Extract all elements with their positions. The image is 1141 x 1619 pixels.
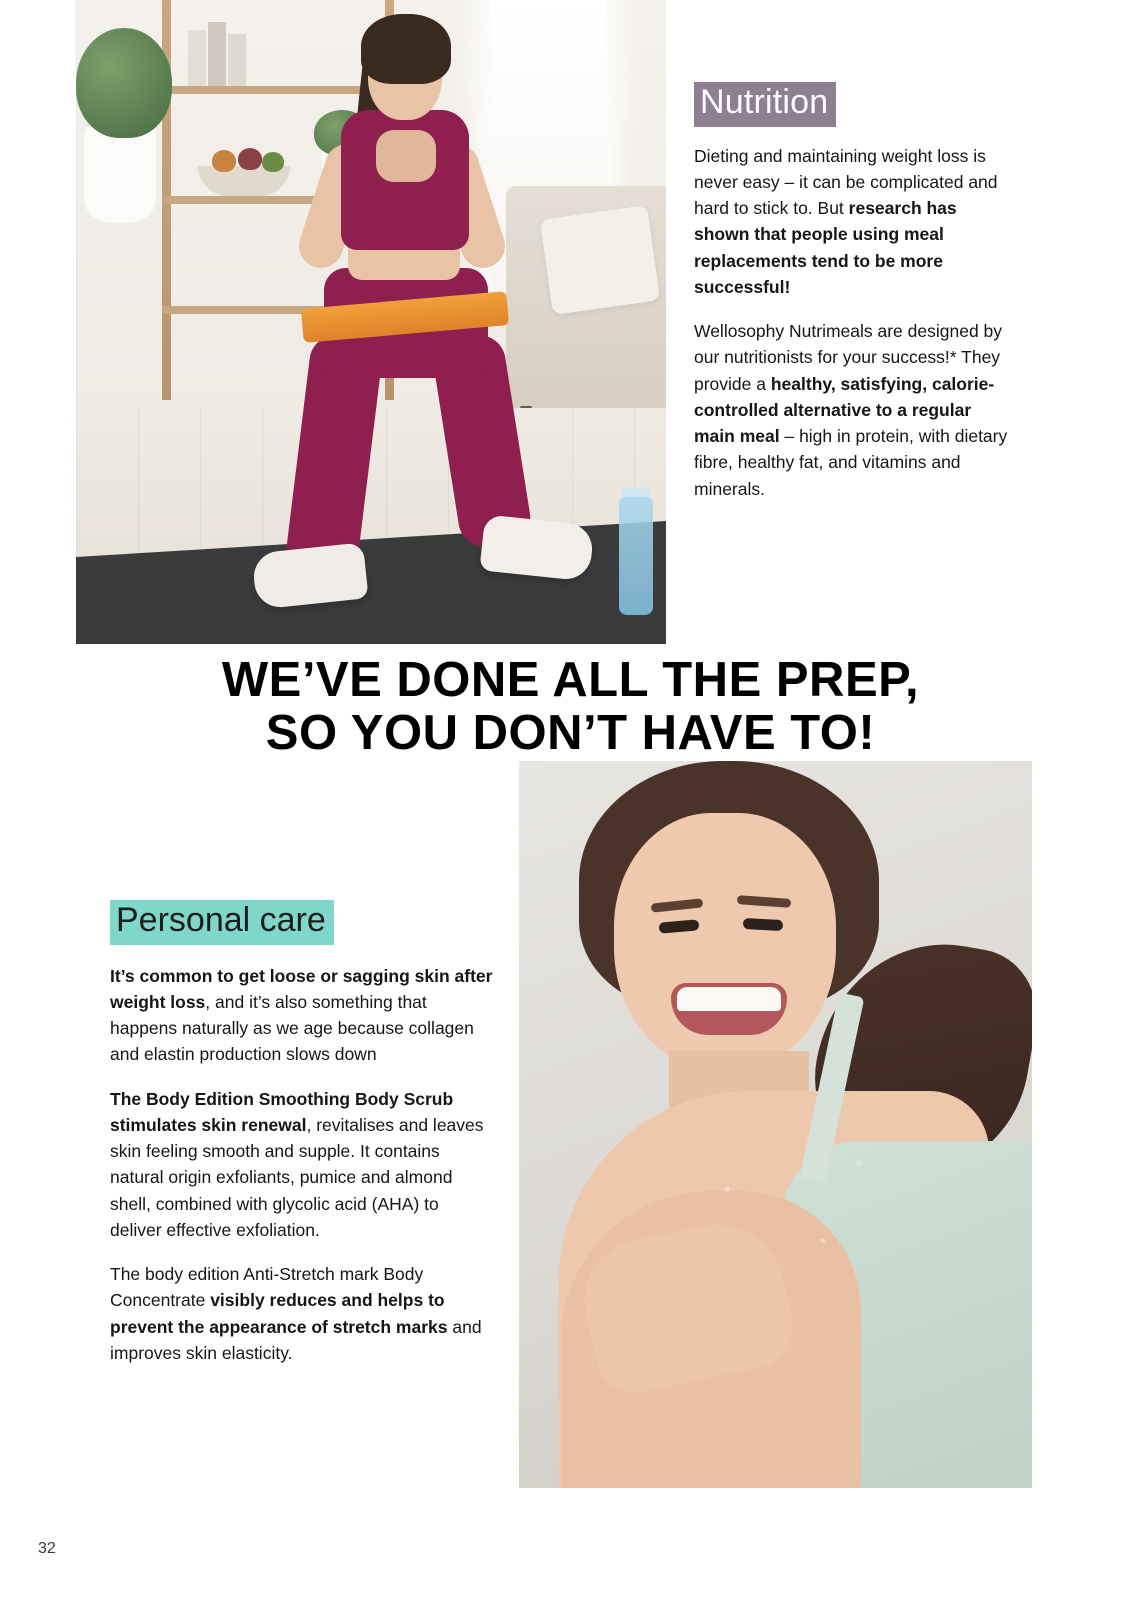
nutrition-section xyxy=(694,82,1016,520)
page-number: 32 xyxy=(38,1540,56,1557)
pc-p3-tail: and improves skin elasticity. xyxy=(110,1316,482,1363)
nutrition-body xyxy=(694,143,1016,502)
pc-p3-bold: visibly reduces and helps to prevent the appearance of stretch marks xyxy=(110,1290,448,1337)
personal-care-paragraph-2 xyxy=(110,1086,495,1244)
skincare-photo xyxy=(519,761,1032,1488)
pc-p2-bold: The Body Edition Smoothing Body Scrub stimulates skin renewal xyxy=(110,1088,454,1135)
pc-p2-tail: , revitalises and leaves skin feeling smooth and supple. It contains natural origin exfoliants, pumice and almond shell, combined with glycolic acid (AHA) to deliver effective exfoliation. xyxy=(110,1114,484,1240)
nutrition-p2-lead: Wellosophy Nutrimeals are designed by our nutritionists for your success!* They provide a xyxy=(694,321,1003,394)
book xyxy=(208,22,226,86)
headline-line-1: WE’VE DONE ALL THE PREP, xyxy=(221,653,920,707)
cushion xyxy=(540,205,660,315)
teeth xyxy=(677,987,781,1011)
pc-p1-bold: It’s common to get loose or sagging skin after weight loss xyxy=(110,965,493,1012)
personal-care-body xyxy=(110,963,495,1367)
nutrition-heading: Nutrition xyxy=(694,82,836,127)
nutrition-p2-bold: healthy, satisfying, calorie-controlled alternative to a regular main meal xyxy=(694,373,995,447)
floor-vase xyxy=(84,126,156,222)
fruit xyxy=(262,152,284,172)
headline-line-2: SO YOU DON’T HAVE TO! xyxy=(265,705,876,760)
clasped-hands xyxy=(376,130,436,182)
right-eye xyxy=(743,918,784,931)
book xyxy=(228,34,246,86)
personal-care-paragraph-1 xyxy=(110,963,495,1068)
book xyxy=(188,30,206,86)
page-headline xyxy=(0,654,1141,760)
pc-p1-tail: , and it’s also something that happens naturally as we age because collagen and elastin production slows down xyxy=(110,991,474,1065)
personal-care-heading: Personal care xyxy=(110,900,334,945)
nutrition-p1-bold: research has shown that people using meal replacements tend to be more successful! xyxy=(694,198,957,297)
personal-care-section xyxy=(110,900,495,1384)
left-shoe xyxy=(251,542,368,609)
hair xyxy=(361,14,451,84)
water-bottle xyxy=(619,497,653,615)
personal-care-paragraph-3 xyxy=(110,1261,495,1366)
nutrition-paragraph-1 xyxy=(694,143,1016,301)
nutrition-paragraph-2 xyxy=(694,318,1016,502)
nutrition-p1-lead: Dieting and maintaining weight loss is never easy – it can be complicated and hard to stick to. But xyxy=(694,145,998,219)
floor-plant-leaves xyxy=(76,28,172,138)
fruit xyxy=(212,150,236,172)
pc-p3-lead: The body edition Anti-Stretch mark Body Concentrate xyxy=(110,1264,424,1311)
nutrition-p2-tail: – high in protein, with dietary fibre, healthy fat, and vitamins and minerals. xyxy=(694,426,1008,499)
fitness-photo xyxy=(76,0,666,644)
fruit xyxy=(238,148,262,170)
